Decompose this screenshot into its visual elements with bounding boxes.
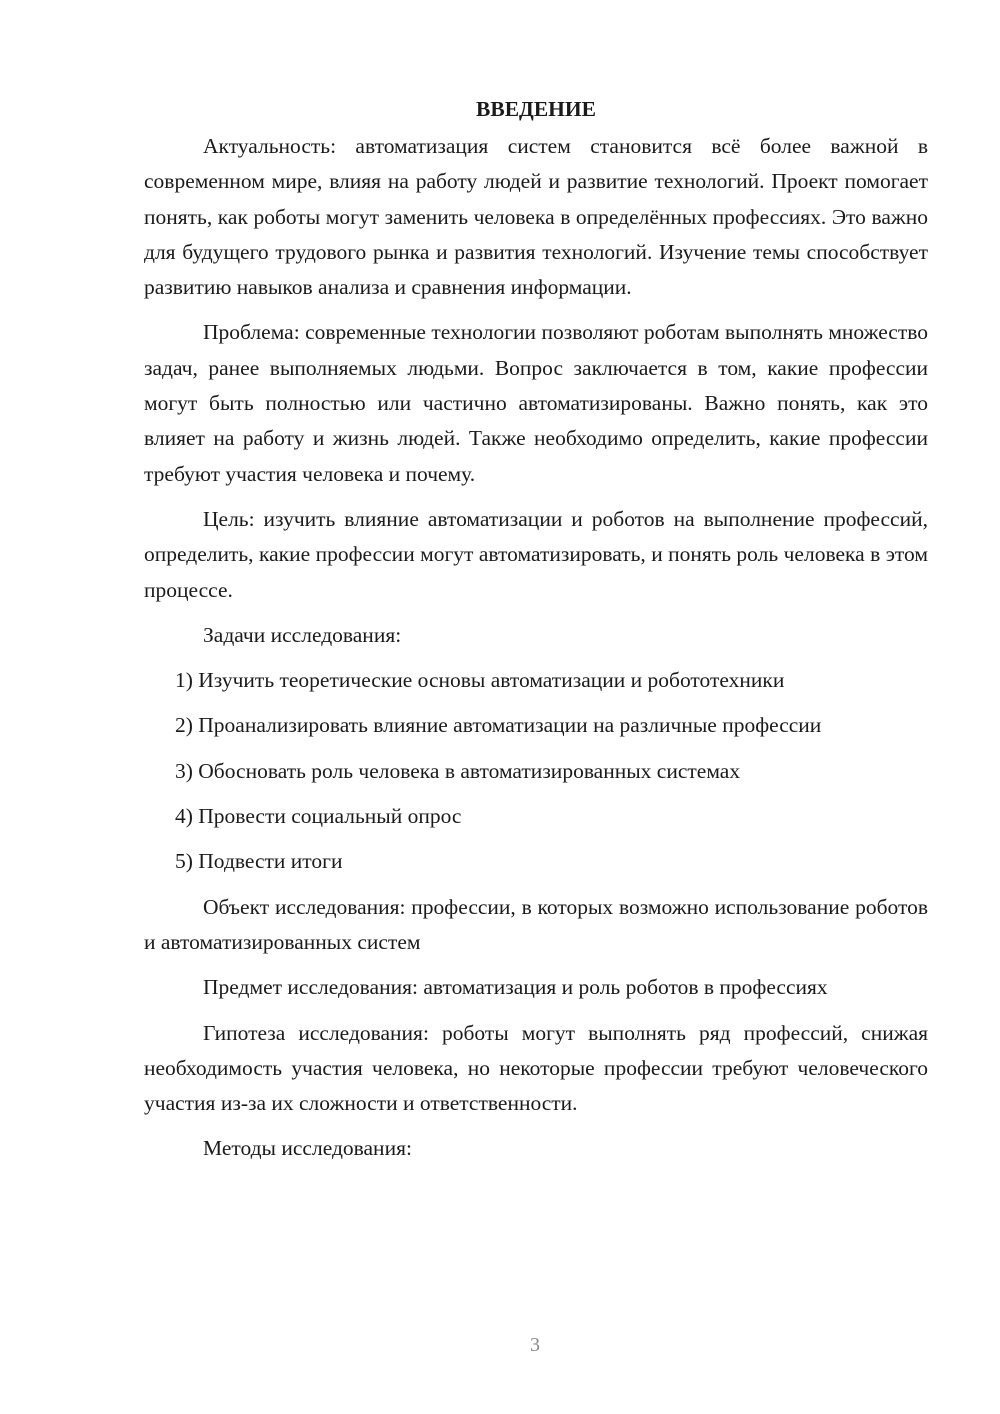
document-page <box>144 92 928 1177</box>
paragraph-problem: Проблема: современные технологии позволяют роботам выполнять множество задач, ранее выполняемых людьми. Вопрос заключается в том, какие профессии могут быть полностью или частично автоматизированы. Важно понять, как это влияет на работу и жизнь людей. Также необходимо определить, какие профессии требуют участия человека и почему. <box>144 320 928 486</box>
task-item-1: 1) Изучить теоретические основы автоматизации и робототехники <box>175 668 785 693</box>
paragraph-object: Объект исследования: профессии, в которых возможно использование роботов и автоматизированных систем <box>144 894 928 954</box>
task-item-5: 5) Подвести итоги <box>175 849 343 874</box>
paragraph-subject: Предмет исследования: автоматизация и роль роботов в профессиях <box>203 975 828 1000</box>
paragraph-methods: Методы исследования: <box>203 1136 412 1161</box>
page-number: 3 <box>530 1334 540 1356</box>
section-title: ВВЕДЕНИЕ <box>476 97 596 121</box>
paragraph-tasks-heading: Задачи исследования: <box>203 622 402 647</box>
paragraph-relevance: Актуальность: автоматизация систем становится всё более важной в современном мире, влияя на работу людей и развитие технологий. Проект помогает понять, как роботы могут заменить человека в определённых профессиях. Это важно для будущего трудового рынка и развития технологий. Изучение темы способствует развитию навыков анализа и сравнения информации. <box>144 134 928 300</box>
paragraph-goal: Цель: изучить влияние автоматизации и роботов на выполнение профессий, определить, какие профессии могут автоматизировать, и понять роль человека в этом процессе. <box>144 506 928 602</box>
task-item-3: 3) Обосновать роль человека в автоматизированных системах <box>175 758 741 783</box>
task-item-2: 2) Проанализировать влияние автоматизации на различные профессии <box>175 713 822 738</box>
task-item-4: 4) Провести социальный опрос <box>175 804 462 829</box>
paragraph-hypothesis: Гипотеза исследования: роботы могут выполнять ряд профессий, снижая необходимость участия человека, но некоторые профессии требуют человеческого участия из-за их сложности и ответственности. <box>144 1020 928 1116</box>
